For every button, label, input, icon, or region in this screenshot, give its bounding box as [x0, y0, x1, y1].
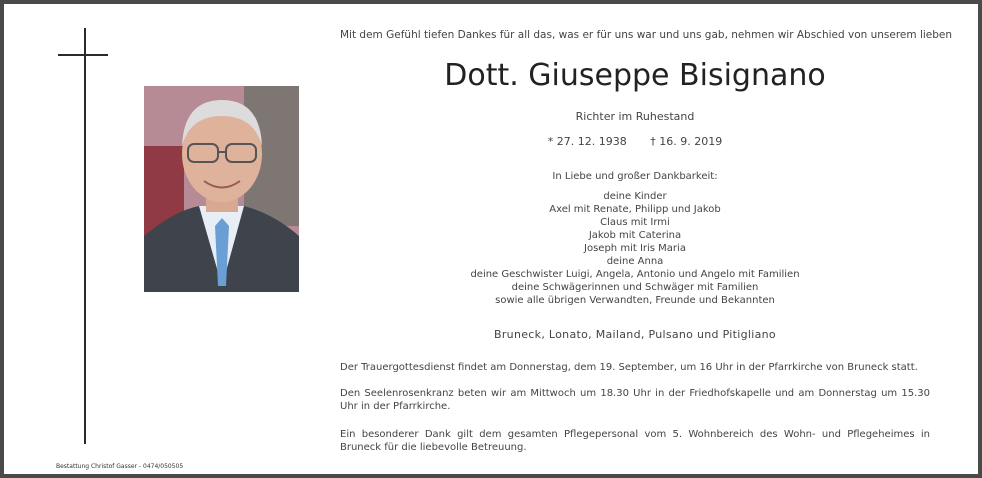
mourners-lead: In Liebe und großer Dankbarkeit:: [552, 171, 718, 182]
mourner-line: sowie alle übrigen Verwandten, Freunde und Bekannten: [495, 295, 775, 306]
mourner-line: Axel mit Renate, Philipp und Jakob: [549, 204, 721, 215]
funeral-service-notice: Der Trauergottesdienst findet am Donnerstag, dem 19. September, um 16 Uhr in der Pfarrkirche von Bruneck statt.: [340, 362, 918, 373]
life-dates: [340, 135, 930, 148]
cross-vertical-bar: [84, 28, 86, 444]
places-line: Bruneck, Lonato, Mailand, Pulsano und Pitigliano: [494, 328, 776, 341]
obituary-card: [4, 4, 978, 474]
funeral-home-credit: Bestattung Christof Gasser - 0474/050505: [56, 463, 184, 470]
portrait-photo: [144, 86, 299, 292]
cross-horizontal-bar: [58, 54, 108, 56]
mourner-line: deine Kinder: [603, 191, 667, 202]
mourner-line: Jakob mit Caterina: [588, 230, 682, 241]
mourner-line: deine Anna: [606, 256, 664, 267]
deceased-name: Dott. Giuseppe Bisignano: [444, 58, 826, 93]
mourners-list: [340, 170, 930, 307]
mourner-line: Joseph mit Iris Maria: [584, 243, 686, 254]
birth-date: * 27. 12. 1938: [547, 135, 627, 148]
mourner-line: Claus mit Irmi: [600, 217, 670, 228]
rosary-notice: Den Seelenrosenkranz beten wir am Mittwoch um 18.30 Uhr in der Friedhofskapelle und am Donnerstag um 15.30 Uhr in der Pfarrkirche.: [340, 388, 930, 412]
thanks-notice: Ein besonderer Dank gilt dem gesamten Pflegepersonal vom 5. Wohnbereich des Wohn- und Pflegeheimes in Bruneck für die liebevolle Betreuung.: [340, 429, 930, 453]
mourner-line: deine Schwägerinnen und Schwäger mit Familien: [511, 282, 759, 293]
deceased-role: Richter im Ruhestand: [575, 110, 695, 123]
intro-text: Mit dem Gefühl tiefen Dankes für all das, was er für uns war und uns gab, nehmen wir Abschied von unserem lieben: [340, 29, 953, 41]
death-date: † 16. 9. 2019: [650, 135, 723, 148]
mourner-line: deine Geschwister Luigi, Angela, Antonio und Angelo mit Familien: [470, 269, 800, 280]
